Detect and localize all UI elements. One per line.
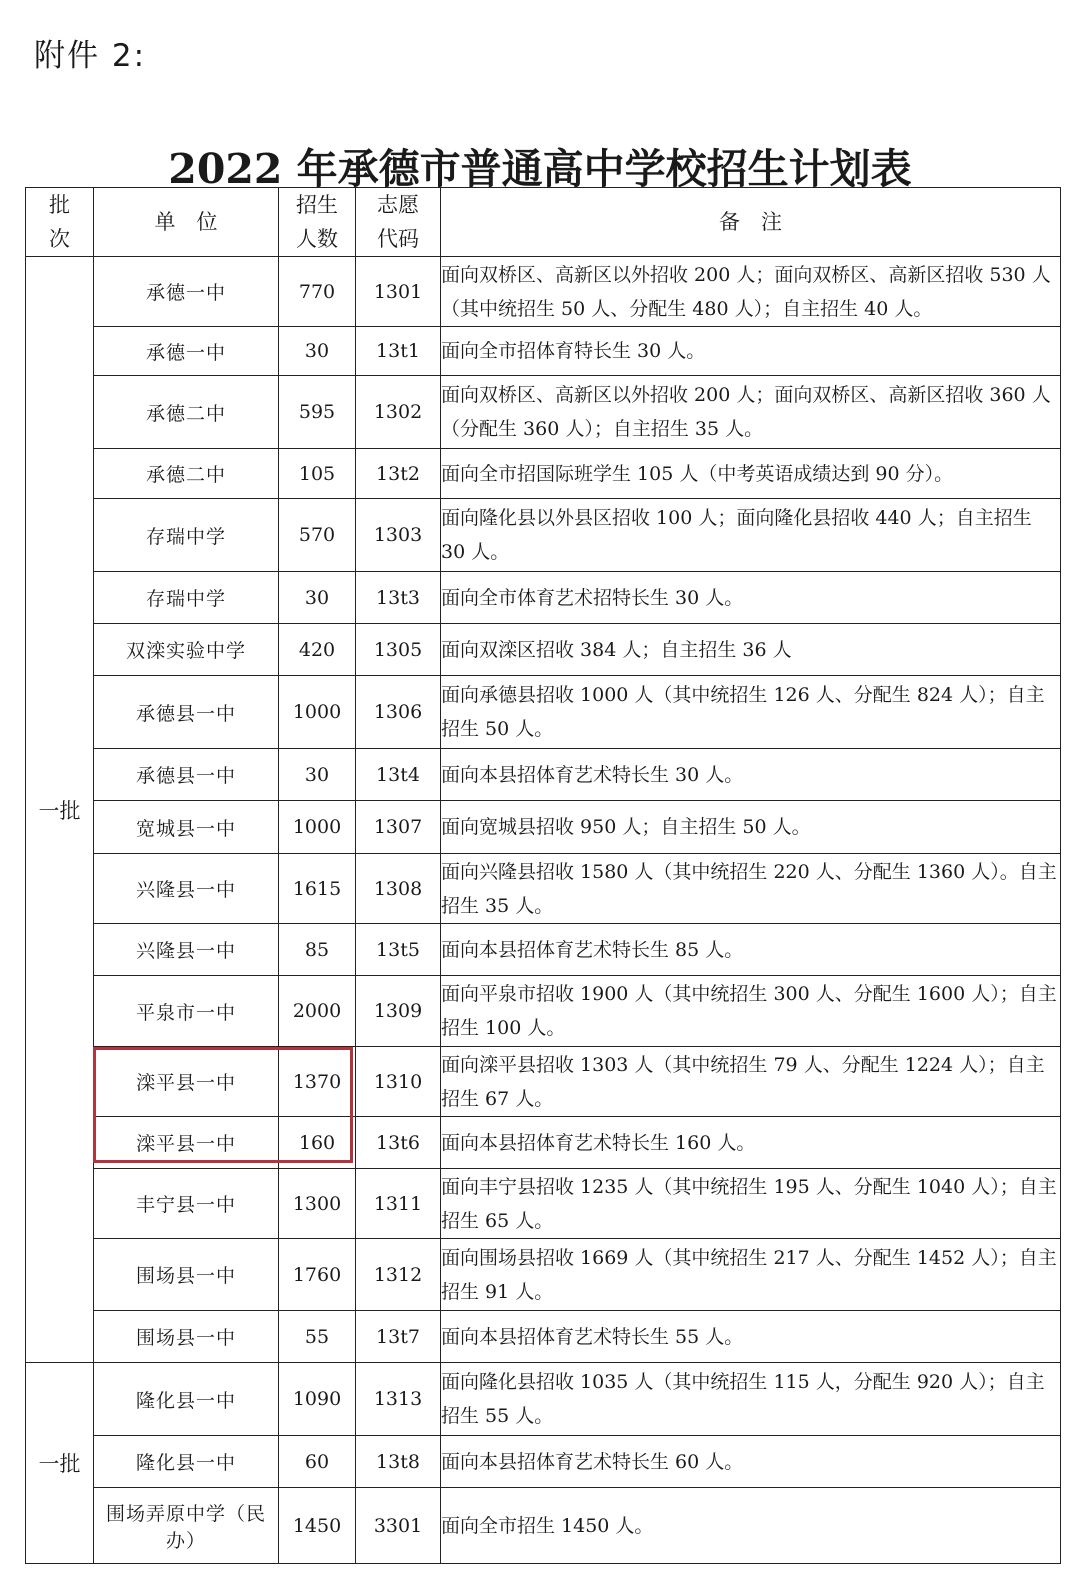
count-cell: 1090 [279,1363,356,1436]
count-cell: 30 [279,749,356,801]
code-cell: 1309 [356,976,441,1047]
batch-cell: 一批 [26,257,94,1363]
table-row [26,1436,1061,1488]
code-cell: 1302 [356,376,441,449]
code-cell: 1311 [356,1169,441,1239]
count-cell: 770 [279,257,356,327]
unit-cell: 承德一中 [94,257,279,327]
table-row [26,1047,1061,1117]
header-batch: 批次 [26,188,94,257]
unit-cell: 双滦实验中学 [94,624,279,676]
unit-cell: 存瑞中学 [94,499,279,572]
count-cell: 595 [279,376,356,449]
code-cell: 1310 [356,1047,441,1117]
code-cell: 13t5 [356,924,441,976]
unit-cell: 围场县一中 [94,1311,279,1363]
unit-cell: 存瑞中学 [94,572,279,624]
attachment-label: 附件 2: [34,38,147,74]
table-row [26,976,1061,1047]
unit-cell: 隆化县一中 [94,1436,279,1488]
count-cell: 30 [279,572,356,624]
note-cell: 面向隆化县以外县区招收 100 人；面向隆化县招收 440 人；自主招生 30 人。 [441,499,1061,572]
note-cell: 面向承德县招收 1000 人（其中统招生 126 人、分配生 824 人）；自主招生 50 人。 [441,676,1061,749]
table-row [26,499,1061,572]
note-cell: 面向全市体育艺术招特长生 30 人。 [441,572,1061,624]
table-row [26,257,1061,327]
table-body [26,257,1061,1564]
note-cell: 面向本县招体育艺术特长生 55 人。 [441,1311,1061,1363]
count-cell: 30 [279,327,356,376]
batch-cell: 一批 [26,1363,94,1564]
code-cell: 1308 [356,854,441,924]
unit-cell: 滦平县一中 [94,1047,279,1117]
table-row [26,624,1061,676]
table-row [26,327,1061,376]
table-row [26,1488,1061,1564]
unit-cell: 承德县一中 [94,749,279,801]
code-cell: 13t8 [356,1436,441,1488]
header-count: 招生人数 [279,188,356,257]
table-row [26,1169,1061,1239]
code-cell: 1313 [356,1363,441,1436]
code-cell: 1307 [356,801,441,854]
unit-cell: 围场县一中 [94,1239,279,1311]
code-cell: 3301 [356,1488,441,1564]
unit-cell: 兴隆县一中 [94,924,279,976]
count-cell: 160 [279,1117,356,1169]
unit-cell: 承德县一中 [94,676,279,749]
unit-cell: 滦平县一中 [94,1117,279,1169]
count-cell: 1760 [279,1239,356,1311]
table-row [26,854,1061,924]
note-cell: 面向围场县招收 1669 人（其中统招生 217 人、分配生 1452 人）；自主招生 91 人。 [441,1239,1061,1311]
note-cell: 面向兴隆县招收 1580 人（其中统招生 220 人、分配生 1360 人）。自主招生 35 人。 [441,854,1061,924]
table-header-row [26,188,1061,257]
table-row [26,376,1061,449]
code-cell: 1305 [356,624,441,676]
table-row [26,1239,1061,1311]
code-cell: 13t3 [356,572,441,624]
header-code: 志愿代码 [356,188,441,257]
table-row [26,924,1061,976]
count-cell: 1450 [279,1488,356,1564]
note-cell: 面向滦平县招收 1303 人（其中统招生 79 人、分配生 1224 人）；自主招生 67 人。 [441,1047,1061,1117]
unit-cell: 承德二中 [94,449,279,499]
code-cell: 13t7 [356,1311,441,1363]
count-cell: 1370 [279,1047,356,1117]
unit-cell: 承德一中 [94,327,279,376]
table-row [26,676,1061,749]
code-cell: 1312 [356,1239,441,1311]
note-cell: 面向本县招体育艺术特长生 160 人。 [441,1117,1061,1169]
note-cell: 面向双滦区招收 384 人；自主招生 36 人 [441,624,1061,676]
count-cell: 85 [279,924,356,976]
count-cell: 105 [279,449,356,499]
note-cell: 面向宽城县招收 950 人；自主招生 50 人。 [441,801,1061,854]
count-cell: 1000 [279,801,356,854]
unit-cell: 平泉市一中 [94,976,279,1047]
unit-cell: 围场弄原中学（民办） [94,1488,279,1564]
note-cell: 面向本县招体育艺术特长生 85 人。 [441,924,1061,976]
table-row [26,449,1061,499]
table-row [26,572,1061,624]
count-cell: 55 [279,1311,356,1363]
code-cell: 1303 [356,499,441,572]
code-cell: 1301 [356,257,441,327]
note-cell: 面向本县招体育艺术特长生 60 人。 [441,1436,1061,1488]
unit-cell: 宽城县一中 [94,801,279,854]
count-cell: 1000 [279,676,356,749]
table-row [26,1363,1061,1436]
enrollment-plan-table [25,187,1061,1564]
count-cell: 570 [279,499,356,572]
count-cell: 2000 [279,976,356,1047]
unit-cell: 隆化县一中 [94,1363,279,1436]
header-unit: 单 位 [94,188,279,257]
note-cell: 面向丰宁县招收 1235 人（其中统招生 195 人、分配生 1040 人）；自主招生 65 人。 [441,1169,1061,1239]
count-cell: 60 [279,1436,356,1488]
table-row [26,801,1061,854]
count-cell: 1615 [279,854,356,924]
note-cell: 面向平泉市招收 1900 人（其中统招生 300 人、分配生 1600 人）；自主招生 100 人。 [441,976,1061,1047]
table-row [26,1117,1061,1169]
table-row [26,749,1061,801]
note-cell: 面向全市招国际班学生 105 人（中考英语成绩达到 90 分）。 [441,449,1061,499]
page-title: 2022 年承德市普通高中学校招生计划表 [168,145,912,193]
note-cell: 面向双桥区、高新区以外招收 200 人；面向双桥区、高新区招收 530 人（其中统招生 50 人、分配生 480 人）；自主招生 40 人。 [441,257,1061,327]
code-cell: 13t2 [356,449,441,499]
code-cell: 1306 [356,676,441,749]
note-cell: 面向隆化县招收 1035 人（其中统招生 115 人，分配生 920 人）；自主招生 55 人。 [441,1363,1061,1436]
code-cell: 13t1 [356,327,441,376]
code-cell: 13t4 [356,749,441,801]
note-cell: 面向双桥区、高新区以外招收 200 人；面向双桥区、高新区招收 360 人（分配生 360 人）；自主招生 35 人。 [441,376,1061,449]
unit-cell: 丰宁县一中 [94,1169,279,1239]
note-cell: 面向本县招体育艺术特长生 30 人。 [441,749,1061,801]
count-cell: 1300 [279,1169,356,1239]
unit-cell: 兴隆县一中 [94,854,279,924]
header-note: 备 注 [441,188,1061,257]
code-cell: 13t6 [356,1117,441,1169]
note-cell: 面向全市招体育特长生 30 人。 [441,327,1061,376]
table-row [26,1311,1061,1363]
unit-cell: 承德二中 [94,376,279,449]
count-cell: 420 [279,624,356,676]
note-cell: 面向全市招生 1450 人。 [441,1488,1061,1564]
